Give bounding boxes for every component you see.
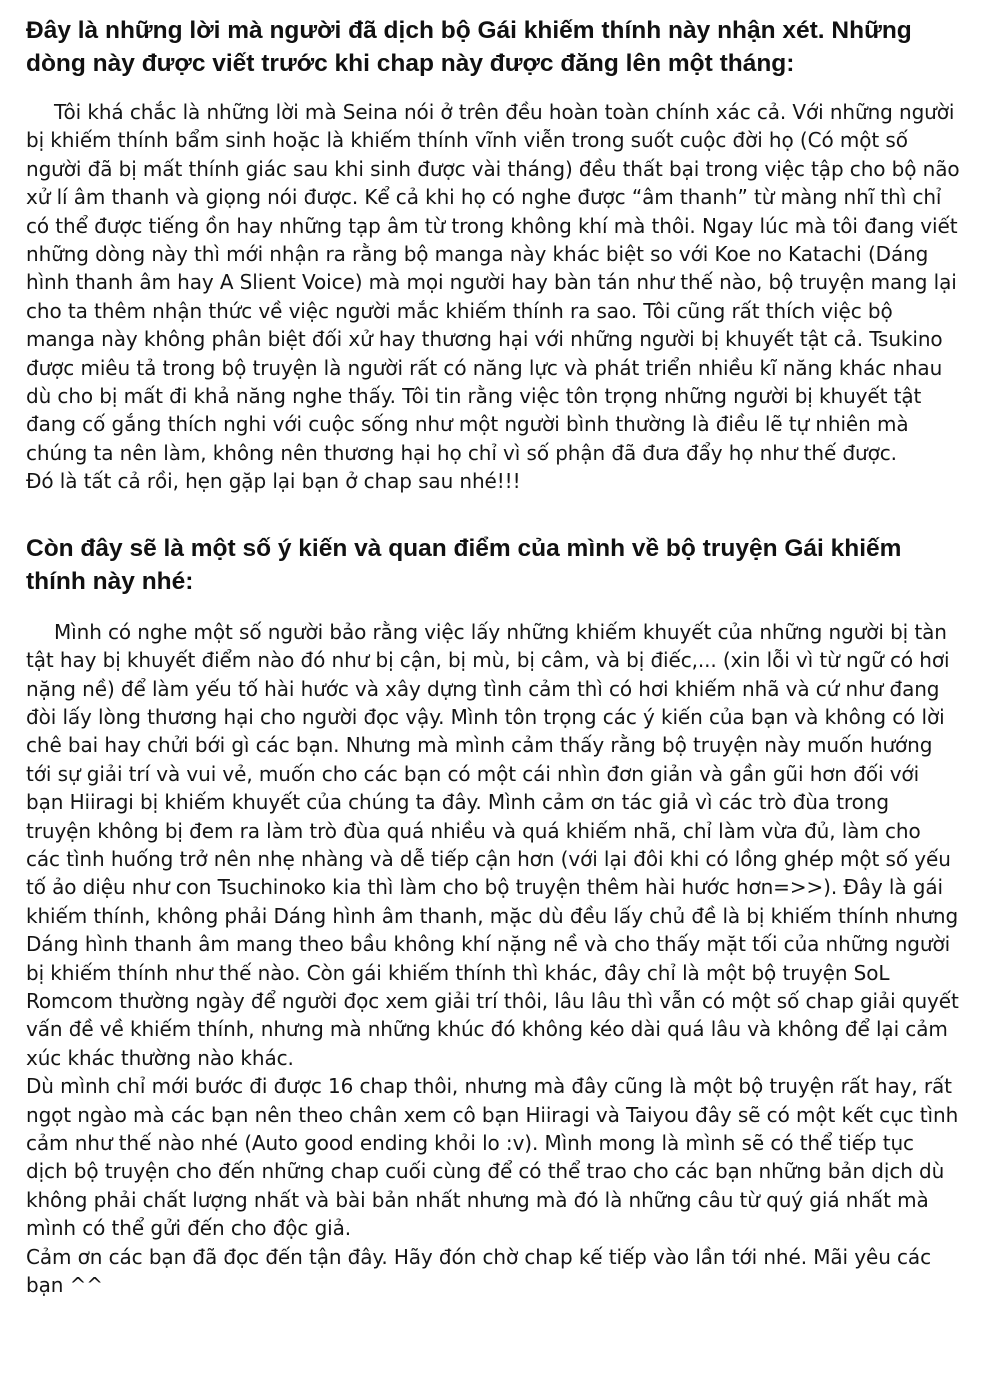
section-one-heading: Đây là những lời mà người đã dịch bộ Gái khiếm thính này nhận xét. Những dòng này được viết trước khi chap này được đăng lên một tháng:: [26, 17, 912, 77]
section-two-paragraph-1: Mình có nghe một số người bảo rằng việc lấy những khiếm khuyết của những người bị tàn tật hay bị khuyết điểm nào đó như bị cận, bị mù, bị câm, và bị điếc,... (xin lỗi vì từ ngữ có hơi nặng nề) để làm yếu tố hài hước và xây dựng tình cảm thì có hơi khiếm nhã và cứ như đang đòi lấy lòng thương hại cho người đọc vậy. Mình tôn trọng các ý kiến của bạn và không có lời chê bai hay chửi bới gì các bạn. Nhưng mà mình cảm thấy rằng bộ truyện này muốn hướng tới sự giải trí và vui vẻ, muốn cho các bạn có một cái nhìn đơn giản và gần gũi hơn đối với bạn Hiiragi bị khiếm khuyết của chúng ta đây. Mình cảm ơn tác giả vì các trò đùa trong truyện không bị đem ra làm trò đùa quá nhiều và quá khiếm nhã, chỉ làm vừa đủ, làm cho các tình huống trở nên nhẹ nhàng và dễ tiếp cận hơn (với lại đôi khi có lồng ghép một số yếu tố ảo diệu như con Tsuchinoko kia thì làm cho bộ truyện thêm hài hước hơn=>>). Đây là gái khiếm thính, không phải Dáng hình âm thanh, mặc dù đều lấy chủ đề là bị khiếm thính nhưng Dáng hình thanh âm mang theo bầu không khí nặng nề và cho thấy mặt tối của những người bị khiếm thính như thế nào. Còn gái khiếm thính thì khác, đây chỉ là một bộ truyện SoL Romcom thường ngày để người đọc xem giải trí thôi, lâu lâu thì vẫn có một số chap giải quyết vấn đề về khiếm thính, nhưng mà những khúc đó không kéo dài quá lâu và không để lại cảm xúc khác thường nào khác.: [26, 619, 959, 1070]
section-two-paragraph-2: Dù mình chỉ mới bước đi được 16 chap thôi, nhưng mà đây cũng là một bộ truyện rất hay, rất ngọt ngào mà các bạn nên theo chân xem cô bạn Hiiragi và Taiyou đây sẽ có một kết cục tình cảm như thế nào nhé (Auto good ending khỏi lo :v). Mình mong là mình sẽ có thể tiếp tục dịch bộ truyện cho đến những chap cuối cùng để có thể trao cho các bạn những bản dịch dù không phải chất lượng nhất và bài bản nhất nhưng mà đó là những câu từ quý giá nhất mà mình có thể gửi đến cho độc giả.: [26, 1074, 959, 1241]
personal-opinion-section: [26, 532, 960, 1300]
translator-original-notes-section: [26, 14, 960, 496]
section-one-paragraph: Tôi khá chắc là những lời mà Seina nói ở trên đều hoàn toàn chính xác cả. Với những người bị khiếm thính bẩm sinh hoặc là khiếm thính vĩnh viễn trong suốt cuộc đời họ (Có một số người đã bị mất thính giác sau khi sinh được vài tháng) đều thất bại trong việc tập cho bộ não xử lí âm thanh và giọng nói được. Kể cả khi họ có nghe được “âm thanh” từ màng nhĩ thì chỉ có thể được tiếng ồn hay những tạp âm từ trong không khí mà thôi. Ngay lúc mà tôi đang viết những dòng này thì mới nhận ra rằng bộ manga này khác biệt so với Koe no Katachi (Dáng hình thanh âm hay A Slient Voice) mà mọi người hay bàn tán như thế nào, bộ truyện mang lại cho ta thêm nhận thức về việc người mắc khiếm thính ra sao. Tôi cũng rất thích việc bộ manga này không phân biệt đối xử hay thương hại với những người bị khuyết tật cả. Tsukino được miêu tả trong bộ truyện là người rất có năng lực và phát triển nhiều kĩ năng khác nhau dù cho bị mất đi khả năng nghe thấy. Tôi tin rằng việc tôn trọng những người bị khuyết tật đang cố gắng thích nghi với cuộc sống như một người bình thường là điều lẽ tự nhiên mà chúng ta nên làm, không nên thương hại họ chỉ vì số phận đã đưa đẩy họ như thế được.: [26, 100, 960, 465]
section-two-paragraph-3: Cảm ơn các bạn đã đọc đến tận đây. Hãy đón chờ chap kế tiếp vào lần tới nhé. Mãi yêu các bạn ^^: [26, 1244, 931, 1298]
section-two-heading: Còn đây sẽ là một số ý kiến và quan điểm của mình về bộ truyện Gái khiếm thính này nhé:: [26, 534, 902, 595]
section-one-closing: Đó là tất cả rồi, hẹn gặp lại bạn ở chap sau nhé!!!: [26, 469, 521, 494]
